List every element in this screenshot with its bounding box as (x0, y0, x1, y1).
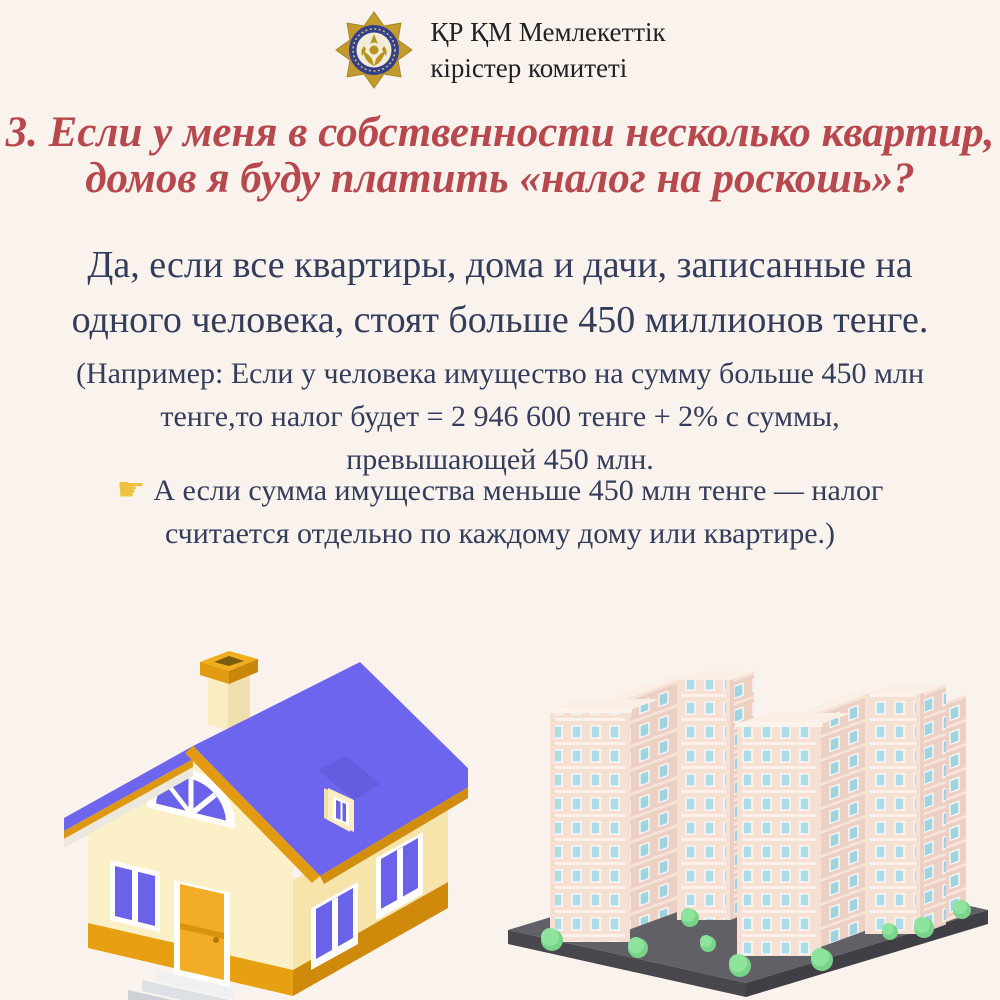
answer-line1: Да, если все квартиры, дома и дачи, записанные на (87, 244, 913, 286)
note-text (0, 466, 1000, 555)
apartment-buildings-illustration (492, 622, 992, 1000)
page-title (0, 110, 1000, 203)
pointing-finger-icon: ☛ (116, 470, 146, 508)
note-line1-wrap (0, 466, 1000, 512)
note-line1: А если сумма имущества меньше 450 млн тенге — налог (153, 474, 884, 507)
state-revenue-committee-emblem-icon (334, 10, 414, 90)
example-line3: превышающей 450 млн. (346, 443, 654, 477)
right-apartment-block (735, 684, 966, 956)
example-text (0, 352, 1000, 482)
left-apartment-block (548, 671, 754, 942)
org-name-line2: кірістер комитеті (430, 53, 628, 83)
org-name-line1: ҚР ҚМ Мемлекеттік (430, 16, 666, 47)
header (0, 10, 1000, 90)
answer-line2: одного человека, стоят больше 450 миллионов тенге. (71, 299, 929, 342)
org-name (430, 14, 665, 87)
title-line2: домов я буду платить «налог на роскошь»? (85, 155, 915, 203)
house-door (174, 880, 230, 988)
house-illustration (28, 618, 468, 1000)
example-line1: (Например: Если у человека имущество на сумму больше 450 млн (76, 357, 924, 390)
title-line1: 3. Если у меня в собственности несколько квартир, (5, 109, 995, 156)
note-line2: считается отдельно по каждому дому или квартире.) (164, 517, 836, 551)
answer-text (0, 238, 1000, 348)
example-line2: тенге,то налог будет = 2 946 600 тенге + 2% с суммы, (160, 400, 840, 434)
house-front-window (110, 860, 160, 932)
